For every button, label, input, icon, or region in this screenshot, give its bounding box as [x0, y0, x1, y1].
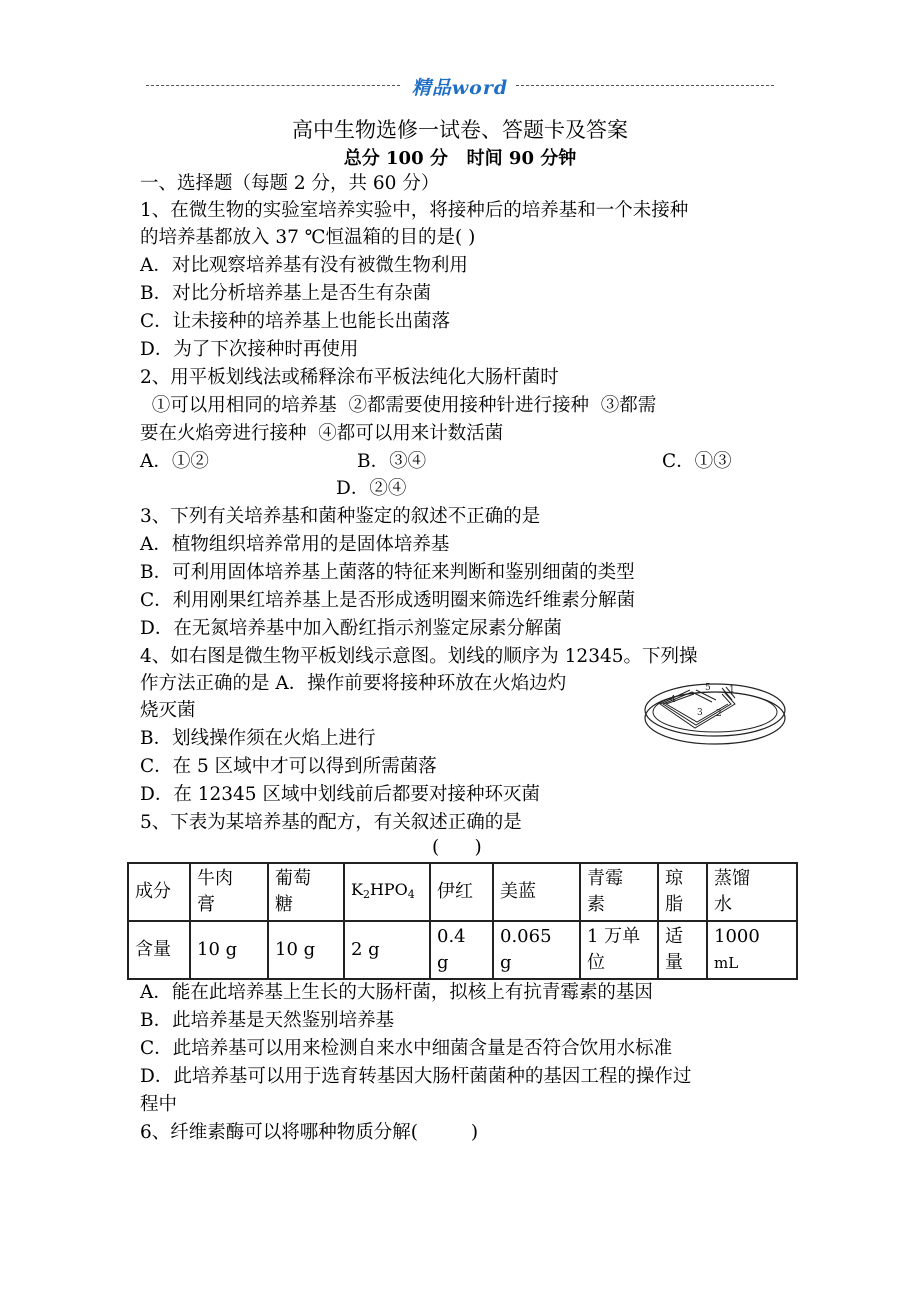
q4-option-c: C．在 5 区域中才可以得到所需菌落 [140, 756, 437, 777]
table-cell: 葡萄 糖 [268, 863, 344, 921]
q3-option-a: A．植物组织培养常用的是固体培养基 [140, 534, 450, 555]
q1-option-c: C．让未接种的培养基上也能长出菌落 [140, 311, 451, 332]
q5-option-a: A．能在此培养基上生长的大肠杆菌，拟核上有抗青霉素的基因 [140, 982, 653, 1003]
q2-option-d: D．②④ [336, 478, 407, 499]
medium-recipe-table [127, 862, 798, 980]
table-row-ingredients [128, 863, 797, 921]
q3-stem: 3、下列有关培养基和菌种鉴定的叙述不正确的是 [140, 506, 541, 527]
table-cell: 适量 [658, 921, 707, 979]
table-cell: 成分 [128, 863, 190, 921]
page-title: 高中生物选修一试卷、答题卡及答案 [292, 118, 628, 142]
table-cell: 10 g [268, 921, 344, 979]
q2-stem-line3: 要在火焰旁进行接种 ④都可以用来计数活菌 [140, 423, 504, 444]
q4-option-b: B．划线操作须在火焰上进行 [140, 728, 376, 749]
table-cell: 美蓝 [493, 863, 580, 921]
q2-option-a: A．①② [140, 451, 209, 472]
q2-option-b: B．③④ [357, 451, 427, 472]
q3-option-b: B．可利用固体培养基上菌落的特征来判断和鉴别细菌的类型 [140, 562, 635, 583]
q5-option-d-line1: D．此培养基可以用于选育转基因大肠杆菌菌种的基因工程的操作过 [140, 1066, 692, 1087]
q4-stem-line2: 作方法正确的是 A．操作前要将接种环放在火焰边灼 [140, 673, 567, 694]
table-cell: 10 g [190, 921, 268, 979]
section-heading: 一、选择题（每题 2 分，共 60 分） [140, 173, 440, 194]
q6-stem: 6、纤维素酶可以将哪种物质分解( ) [140, 1122, 479, 1143]
q3-option-d: D．在无氮培养基中加入酚红指示剂鉴定尿素分解菌 [140, 618, 562, 639]
q1-stem-line2: 的培养基都放入 37 ℃恒温箱的目的是( ) [140, 227, 476, 248]
table-cell: 牛肉 膏 [190, 863, 268, 921]
table-cell: 0.4 g [430, 921, 493, 979]
q3-option-c: C．利用刚果红培养基上是否形成透明圈来筛选纤维素分解菌 [140, 590, 636, 611]
header-divider-left [146, 85, 400, 86]
table-cell: 1000 mL [707, 921, 797, 979]
q4-stem-line3: 烧灭菌 [140, 700, 196, 721]
q4-option-d: D．在 12345 区域中划线前后都要对接种环灭菌 [140, 784, 540, 805]
q4-stem-line1: 4、如右图是微生物平板划线示意图。划线的顺序为 12345。下列操 [140, 646, 698, 667]
table-cell: 青霉 素 [580, 863, 658, 921]
table-cell: 琼脂 [658, 863, 707, 921]
table-row-amounts [128, 921, 797, 979]
q2-stem-line1: 2、用平板划线法或稀释涂布平板法纯化大肠杆菌时 [140, 367, 559, 388]
streak-label-5: 5 [705, 683, 711, 693]
brand-label: 精品word [411, 77, 509, 99]
streak-label-4: 4 [670, 695, 676, 705]
q5-option-d-line2: 程中 [140, 1094, 178, 1115]
table-cell: 伊红 [430, 863, 493, 921]
q5-option-b: B．此培养基是天然鉴别培养基 [140, 1010, 395, 1031]
streak-label-2: 2 [716, 709, 722, 719]
table-cell: 蒸馏 水 [707, 863, 797, 921]
table-cell: $K_2HPO_4$ [344, 863, 430, 921]
page-subtitle: 总分 100 分 时间 90 分钟 [343, 148, 577, 169]
q1-option-a: A．对比观察培养基有没有被微生物利用 [140, 255, 468, 276]
q5-option-c: C．此培养基可以用来检测自来水中细菌含量是否符合饮用水标准 [140, 1038, 673, 1059]
table-cell: 含量 [128, 921, 190, 979]
q2-stem-line2: ①可以用相同的培养基 ②都需要使用接种针进行接种 ③都需 [140, 395, 657, 416]
header-line [146, 76, 774, 99]
q2-option-c: C．①③ [662, 451, 732, 472]
table-cell: 0.065 g [493, 921, 580, 979]
q5-stem: 5、下表为某培养基的配方，有关叙述正确的是 [140, 812, 522, 833]
table-cell: 2 g [344, 921, 430, 979]
streak-label-3: 3 [697, 708, 703, 718]
q1-stem-line1: 1、在微生物的实验室培养实验中，将接种后的培养基和一个未接种 [140, 200, 689, 221]
q1-option-d: D．为了下次接种时再使用 [140, 339, 359, 360]
table-cell: 1 万单 位 [580, 921, 658, 979]
q5-answer-blank: ( ) [432, 837, 482, 858]
header-divider-right [516, 85, 774, 86]
q1-option-b: B．对比分析培养基上是否生有杂菌 [140, 283, 432, 304]
streak-label-1: 1 [729, 685, 735, 695]
petri-dish-streak-figure [640, 678, 790, 754]
